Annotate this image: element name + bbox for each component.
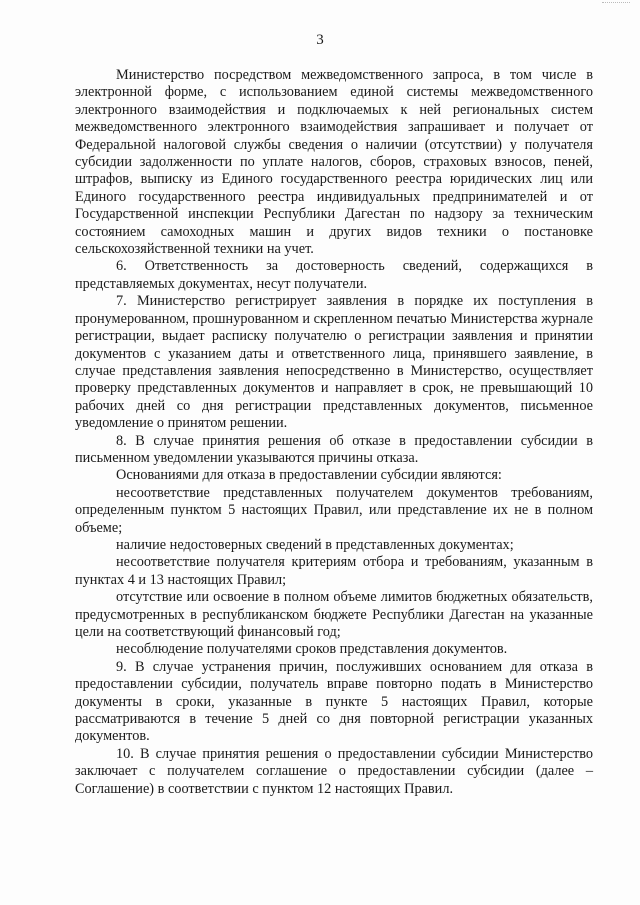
paragraph: 7. Министерство регистрирует заявления в порядке их поступления в пронумерованном, прошнурованном и скрепленном печатью Министерства журнале регистрации, выдает расписку получателю о регистрации заявления и принятии документов с указанием даты и ответственного лица, принявшего заявление, в случае представления заявления непосредственно в Министерство, осуществляет проверку представленных документов и направляет в срок, не превышающий 10 рабочих дней со дня регистрации представленных документов, письменное уведомление о принятом решении. <box>75 293 593 432</box>
list-item: отсутствие или освоение в полном объеме лимитов бюджетных обязательств, предусмотренных в республиканском бюджете Республики Дагестан на указанные цели на соответствующий финансовый год; <box>75 589 593 640</box>
list-item: наличие недостоверных сведений в представленных документах; <box>116 536 514 553</box>
paragraph: 10. В случае принятия решения о предоставлении субсидии Министерство заключает с получателем соглашение о предоставлении субсидии (далее – Соглашение) в соответствии с пунктом 12 настоящих Правил. <box>75 745 593 797</box>
list-item: несоблюдение получателями сроков представления документов. <box>116 641 508 658</box>
paragraph: 9. В случае устранения причин, послуживших основанием для отказа в предоставлении субсидии, получатель вправе повторно подать в Министерство документы в сроки, указанные в пункте 5 настоящих Правил, которые рассматриваются в течение 5 дней со дня повторной регистрации указанных документов. <box>75 658 593 745</box>
list-item: несоответствие представленных получателем документов требованиям, определенным пунктом 5 настоящих Правил, или представление их не в полном объеме; <box>75 484 593 536</box>
page-number: 3 <box>316 32 324 48</box>
paragraph: Министерство посредством межведомственного запроса, в том числе в электронной форме, с использованием единой системы межведомственного электронного взаимодействия и подключаемых к ней региональных систем межведомственного электронного взаимодействия запрашивает и получает от Федеральной налоговой службы сведения о наличии (отсутствии) у получателя субсидии задолженности по уплате налогов, сборов, страховых взносов, пеней, штрафов, выписку из Единого государственного реестра юридических лиц или Единого государственного реестра индивидуальных предпринимателей и от Государственной инспекции Республики Дагестан по надзору за техническим состоянием самоходных машин и других видов техники о постановке сельскохозяйственной техники на учет. <box>75 67 593 258</box>
document-body <box>75 67 593 798</box>
list-item: несоответствие получателя критериям отбора и требованиям, указанным в пунктах 4 и 13 настоящих Правил; <box>75 554 593 588</box>
paragraph: Основаниями для отказа в предоставлении субсидии являются: <box>116 467 502 484</box>
paragraph: 8. В случае принятия решения об отказе в предоставлении субсидии в письменном уведомлении указываются причины отказа. <box>75 432 593 466</box>
scan-artifact <box>602 2 630 5</box>
paragraph: 6. Ответственность за достоверность сведений, содержащихся в представляемых документах, несут получатели. <box>75 258 593 292</box>
